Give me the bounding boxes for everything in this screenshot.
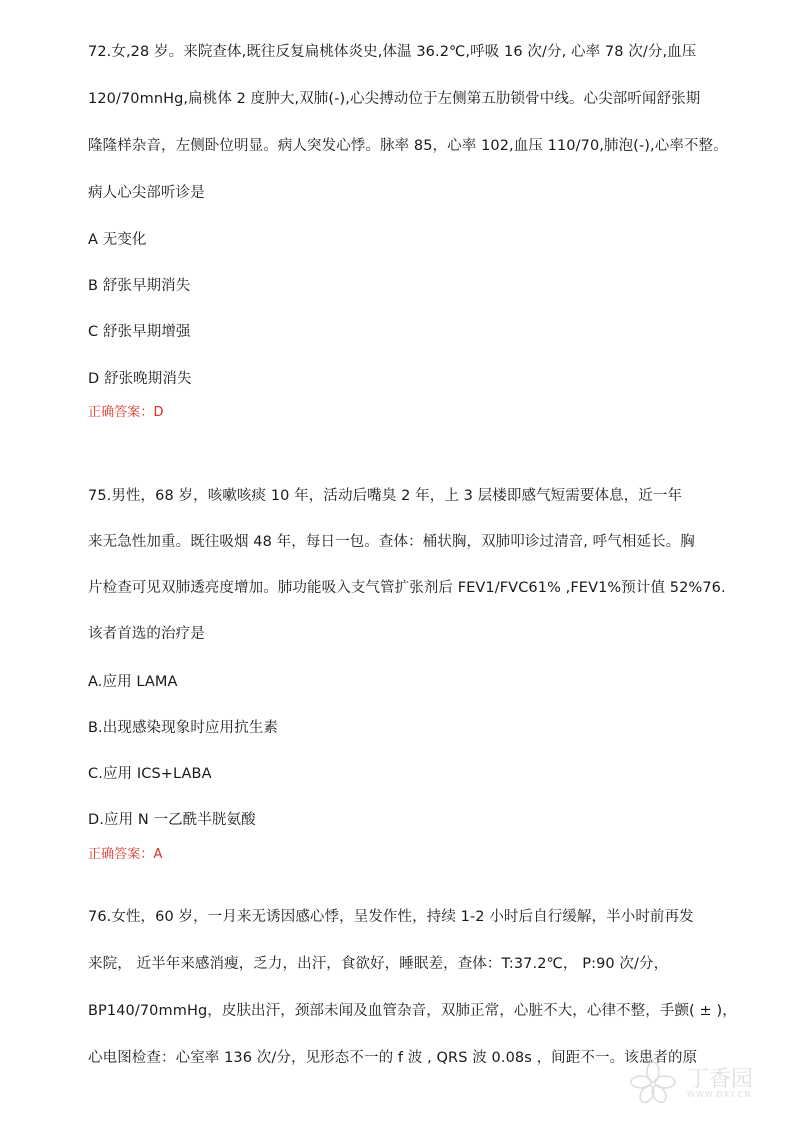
q75-line-2: 来无急性加重。既往吸烟 48 年，每日一包。查体：桶状胸，双肺叩诊过清音, 呼气相延长。胸 [88,534,695,550]
q72-line-1: 72.女,28 岁。来院查体,既往反复扁桃体炎史,体温 36.2℃,呼吸 16 次/分, 心率 78 次/分,血压 [88,44,697,60]
q76-line-1: 76.女性，60 岁，一月来无诱因感心悸，呈发作性，持续 1-2 小时后自行缓解，半小时前再发 [88,909,694,925]
q76-line-3: BP140/70mmHg，皮肤出汗，颈部未闻及血管杂音，双肺正常，心脏不大，心律不整，手颤( ± )， [88,1003,737,1019]
q75-line-3: 片检查可见双肺透亮度增加。肺功能吸入支气管扩张剂后 FEV1/FVC61% ,FEV1%预计值 52%76. [88,580,726,596]
watermark-text: 丁香园 [687,1067,754,1092]
q76-line-4: 心电图检查：心室率 136 次/分，见形态不一的 f 波 , QRS 波 0.08s ，间距不一。该患者的原 [88,1050,698,1066]
watermark-url: WWW.DXY.CN [687,1090,752,1099]
q75-line-4: 该者首选的治疗是 [88,626,205,642]
q72-answer: 正确答案：D [88,405,164,420]
q72-option-c: C 舒张早期增强 [88,324,191,340]
q75-option-b: B.出现感染现象时应用抗生素 [88,720,278,736]
q72-option-d: D 舒张晚期消失 [88,371,192,387]
q75-line-1: 75.男性，68 岁，咳嗽咳痰 10 年，活动后嘴臭 2 年，上 3 层楼即感气短需要体息，近一年 [88,488,683,504]
q75-option-a: A.应用 LAMA [88,674,178,690]
q72-line-2: 120/70mnHg,扁桃体 2 度肿大,双肺(-),心尖搏动位于左侧第五肋锁骨中线。心尖部听闻舒张期 [88,91,701,107]
q72-option-b: B 舒张早期消失 [88,278,191,294]
dxy-watermark [625,1058,775,1108]
q75-option-d: D.应用 N 一乙酰半胱氨酸 [88,812,256,828]
q75-option-c: C.应用 ICS+LABA [88,766,212,782]
q75-answer: 正确答案：A [88,847,163,862]
q72-line-4: 病人心尖部听诊是 [88,185,205,201]
q76-line-2: 来院， 近半年来感消瘦，乏力，出汗，食欲好，睡眠差，查体：T:37.2℃， P:90 次/分， [88,956,669,972]
flower-logo-icon [625,1058,681,1108]
q72-line-3: 隆隆样杂音，左侧卧位明显。病人突发心悸。脉率 85，心率 102,血压 110/70,肺泡(-),心率不整。 [88,138,728,154]
q72-option-a: A 无变化 [88,232,147,248]
